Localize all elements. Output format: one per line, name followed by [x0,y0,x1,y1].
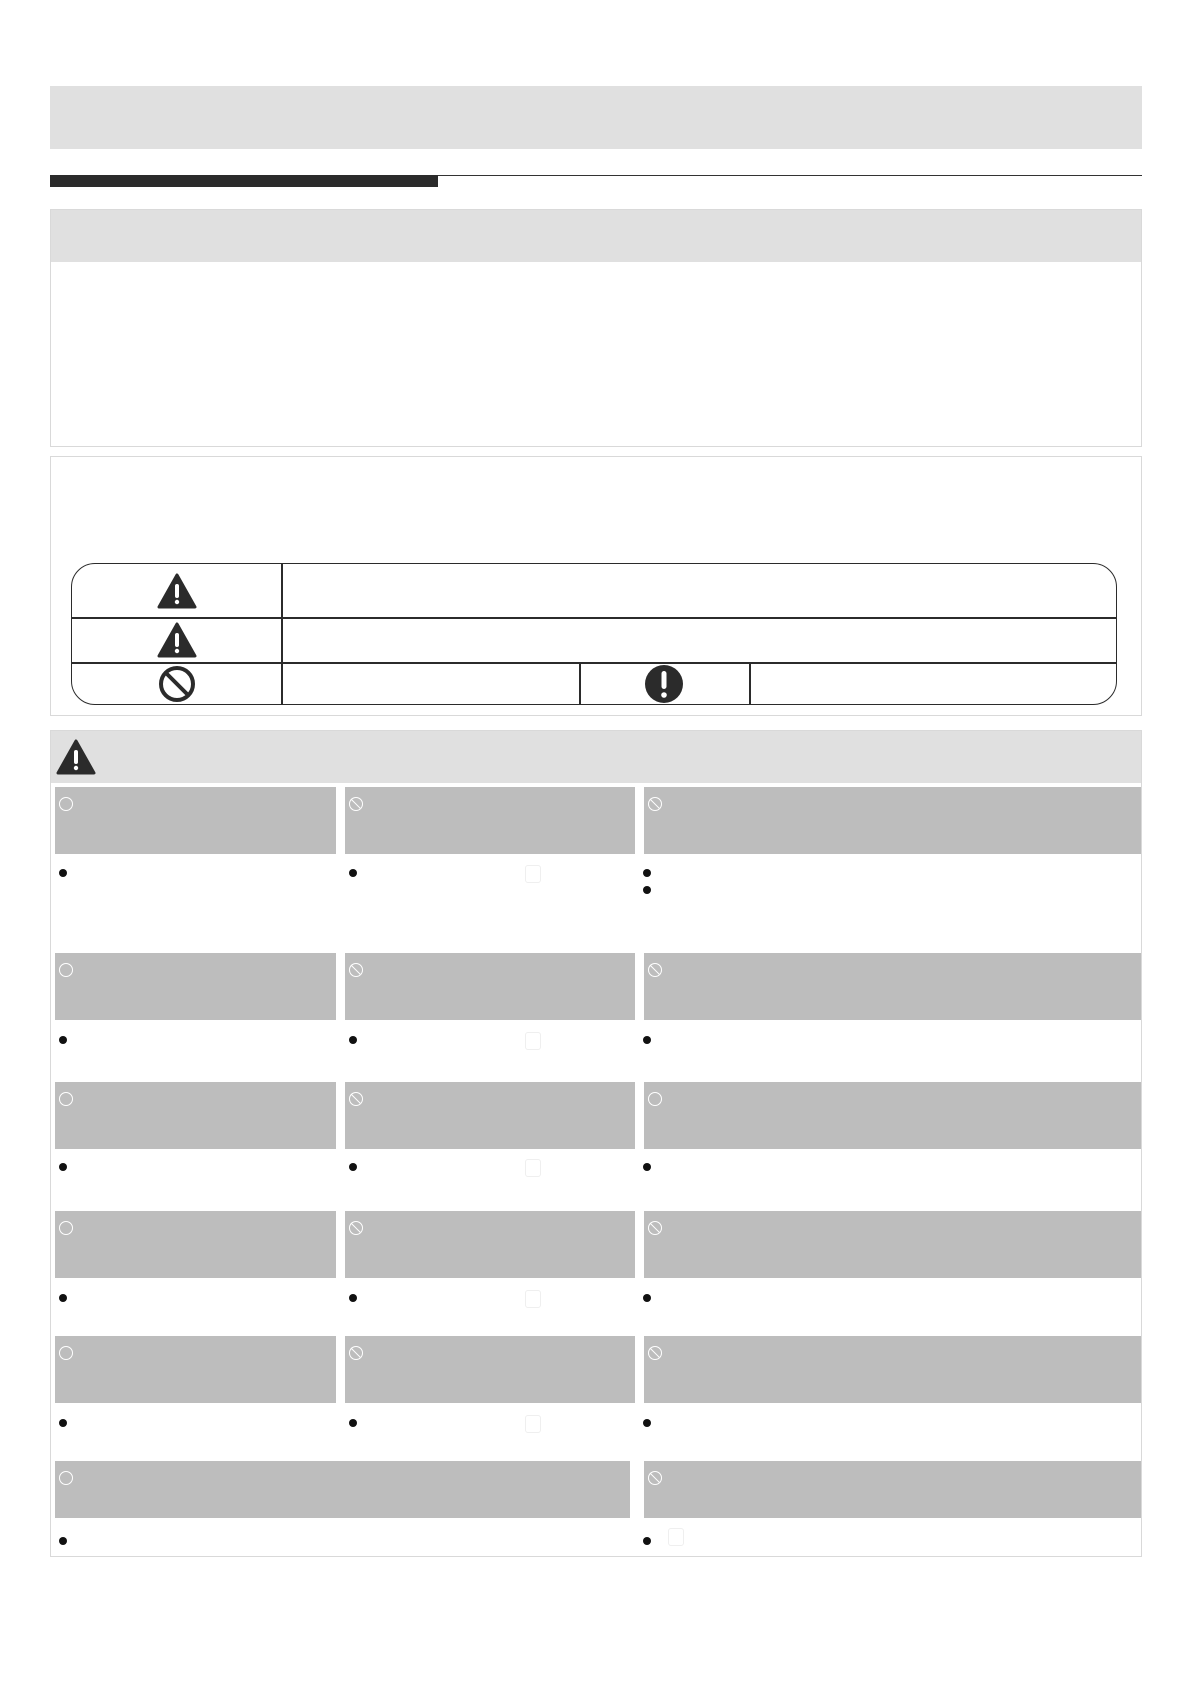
legend-mandatory-cell [579,662,749,705]
prohibition-mark-icon [349,1092,363,1106]
warning-card-header [644,787,1141,854]
warning-card-header [644,953,1141,1020]
warning-card-header [55,1336,336,1403]
list-bullet [59,1537,67,1545]
list-bullet [643,1294,651,1302]
caution-mark-icon [59,1221,73,1235]
warning-card-header [345,1336,635,1403]
prohibition-mark-icon [648,963,662,977]
list-bullet [643,886,651,894]
warning-card-header [55,787,336,854]
list-bullet [59,1163,67,1171]
list-bullet [59,1036,67,1044]
list-bullet [643,869,651,877]
warning-card-header [55,1461,630,1518]
prohibition-mark-icon [648,797,662,811]
warning-section [50,730,1142,1557]
warning-card-header [644,1461,1141,1518]
legend-col-divider [749,662,751,705]
legend-caution-cell [72,617,281,662]
warning-card-header [644,1082,1141,1149]
list-bullet [643,1036,651,1044]
list-bullet [349,1036,357,1044]
warning-card-header [345,1211,635,1278]
list-bullet [349,869,357,877]
prohibition-mark-icon [349,963,363,977]
legend-col-divider [281,564,283,704]
mandatory-action-icon [644,664,684,704]
list-bullet [643,1163,651,1171]
warning-section-header [51,731,1141,783]
faint-graphic [525,1415,541,1433]
top-title-banner [50,86,1142,149]
prohibition-mark-icon [648,1221,662,1235]
legend-warning-cell [72,564,281,617]
section-rule-accent [50,175,438,187]
caution-mark-icon [59,1471,73,1485]
warning-card-header [55,1211,336,1278]
list-bullet [349,1294,357,1302]
warning-card-header [345,787,635,854]
list-bullet [349,1419,357,1427]
caution-mark-icon [59,1346,73,1360]
intro-section [50,209,1142,447]
list-bullet [59,1294,67,1302]
warning-triangle-icon [56,739,96,775]
warning-card-header [55,1082,336,1149]
warning-card-header [644,1336,1141,1403]
list-bullet [59,1419,67,1427]
warning-card-header [345,1082,635,1149]
prohibition-mark-icon [648,1471,662,1485]
caution-mark-icon [59,797,73,811]
list-bullet [643,1537,651,1545]
list-bullet [59,869,67,877]
faint-graphic [668,1528,684,1546]
faint-graphic [525,1159,541,1177]
warning-triangle-icon [157,573,197,609]
caution-mark-icon [648,1092,662,1106]
faint-graphic [525,1290,541,1308]
caution-mark-icon [59,1092,73,1106]
intro-section-header [51,210,1141,262]
list-bullet [643,1419,651,1427]
legend-prohibit-cell [72,662,281,705]
prohibition-icon [158,665,196,703]
warning-card-header [644,1211,1141,1278]
prohibition-mark-icon [349,1346,363,1360]
caution-mark-icon [59,963,73,977]
faint-graphic [525,1032,541,1050]
faint-graphic [525,865,541,883]
warning-card-header [345,953,635,1020]
symbol-legend-table [71,563,1117,705]
warning-card-header [55,953,336,1020]
warning-triangle-icon [157,622,197,658]
prohibition-mark-icon [349,797,363,811]
list-bullet [349,1163,357,1171]
prohibition-mark-icon [648,1346,662,1360]
prohibition-mark-icon [349,1221,363,1235]
